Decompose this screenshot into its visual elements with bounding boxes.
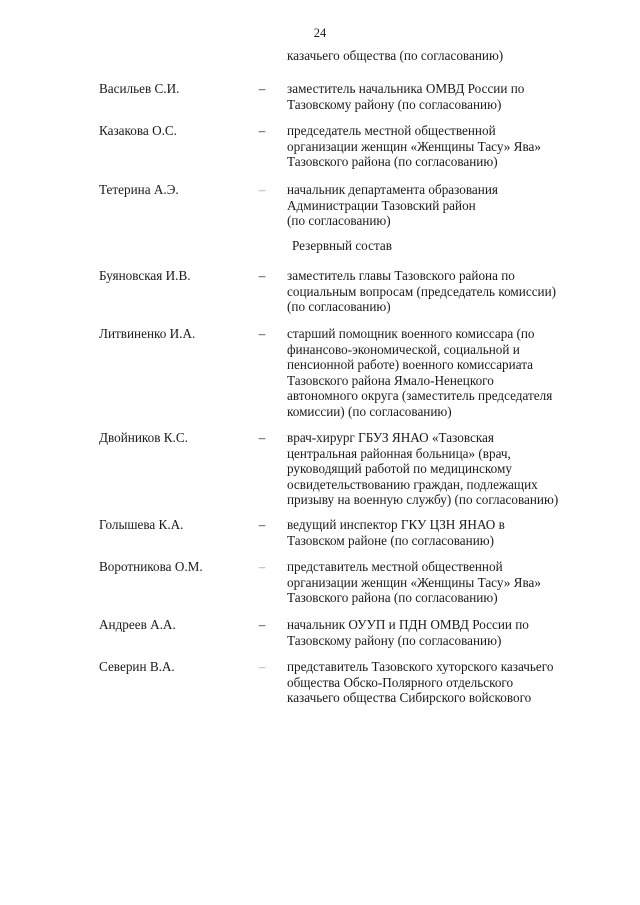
member-role xyxy=(287,617,607,648)
role-line: организации женщин «Женщины Тасу» Ява» xyxy=(287,138,541,154)
role-line: общества Обско-Полярного отдельского xyxy=(287,674,514,690)
role-line: организации женщин «Женщины Тасу» Ява» xyxy=(287,574,541,590)
role-line: начальник ОУУП и ПДН ОМВД России по xyxy=(287,617,529,632)
role-line: освидетельствованию граждан, подлежащих xyxy=(287,476,538,492)
reserve-section-heading: Резервный состав xyxy=(292,238,392,253)
role-line: заместитель главы Тазовского района по xyxy=(287,268,515,283)
role-line: заместитель начальника ОМВД России по xyxy=(287,81,525,96)
member-name: Голышева К.А. xyxy=(99,517,184,532)
member-name: Буяновская И.В. xyxy=(99,268,191,283)
member-name: Воротникова О.М. xyxy=(99,559,203,574)
member-role xyxy=(287,659,607,706)
role-line: социальным вопросам (председатель комиссии) xyxy=(287,283,557,299)
role-line: Тазовскому району (по согласованию) xyxy=(287,96,502,112)
role-line: руководящий работой по медицинскому xyxy=(287,461,512,477)
dash-separator: – xyxy=(258,430,266,445)
role-line: комиссии) (по согласованию) xyxy=(287,403,452,419)
member-role xyxy=(287,268,607,315)
role-line: центральная районная больница» (врач, xyxy=(287,445,511,461)
role-line: представитель Тазовского хуторского казачьего xyxy=(287,659,554,674)
role-line: автономного округа (заместитель председателя xyxy=(287,388,553,404)
role-line: Тазовском районе (по согласованию) xyxy=(287,532,495,548)
role-line: финансово-экономической, социальной и xyxy=(287,341,520,357)
role-line: старший помощник военного комиссара (по xyxy=(287,326,535,341)
role-line: Администрации Тазовский район xyxy=(287,197,476,213)
member-name: Двойников К.С. xyxy=(99,430,188,445)
member-role xyxy=(287,182,607,229)
dash-separator: – xyxy=(258,617,266,632)
role-line: врач-хирург ГБУЗ ЯНАО «Тазовская xyxy=(287,430,494,445)
role-line: казачьего общества Сибирского войскового xyxy=(287,690,532,706)
member-name: Казакова О.С. xyxy=(99,123,177,138)
member-role xyxy=(287,326,607,420)
page-number: 24 xyxy=(313,26,327,40)
member-name: Литвиненко И.А. xyxy=(99,326,196,341)
dash-separator: – xyxy=(258,517,266,532)
role-line: призыву на военную службу) (по согласованию) xyxy=(287,492,559,508)
role-line: Тазовскому району (по согласованию) xyxy=(287,632,502,648)
role-line: (по согласованию) xyxy=(287,299,391,315)
member-role xyxy=(287,430,607,508)
member-role xyxy=(287,517,607,548)
member-role xyxy=(287,81,607,112)
member-role xyxy=(287,559,607,606)
member-name: Северин В.А. xyxy=(99,659,175,674)
role-line: представитель местной общественной xyxy=(287,559,503,574)
role-line: ведущий инспектор ГКУ ЦЗН ЯНАО в xyxy=(287,517,505,532)
member-role xyxy=(287,123,607,170)
dash-separator: – xyxy=(258,559,266,574)
dash-separator: – xyxy=(258,268,266,283)
dash-separator: – xyxy=(258,123,266,138)
dash-separator: – xyxy=(258,182,266,197)
role-line: (по согласованию) xyxy=(287,213,391,229)
role-line: Тазовского района (по согласованию) xyxy=(287,590,498,606)
member-name: Тетерина А.Э. xyxy=(99,182,179,197)
role-line: Тазовского района Ямало-Ненецкого xyxy=(287,372,494,388)
role-line: Тазовского района (по согласованию) xyxy=(287,154,498,170)
member-name: Андреев А.А. xyxy=(99,617,176,632)
dash-separator: – xyxy=(258,326,266,341)
role-line: начальник департамента образования xyxy=(287,182,498,197)
dash-separator: – xyxy=(258,659,266,674)
member-name: Васильев С.И. xyxy=(99,81,180,96)
dash-separator: – xyxy=(258,81,266,96)
role-line: председатель местной общественной xyxy=(287,123,496,138)
continuation-line: казачьего общества (по согласованию) xyxy=(287,48,504,63)
role-line: пенсионной работе) военного комиссариата xyxy=(287,357,533,373)
